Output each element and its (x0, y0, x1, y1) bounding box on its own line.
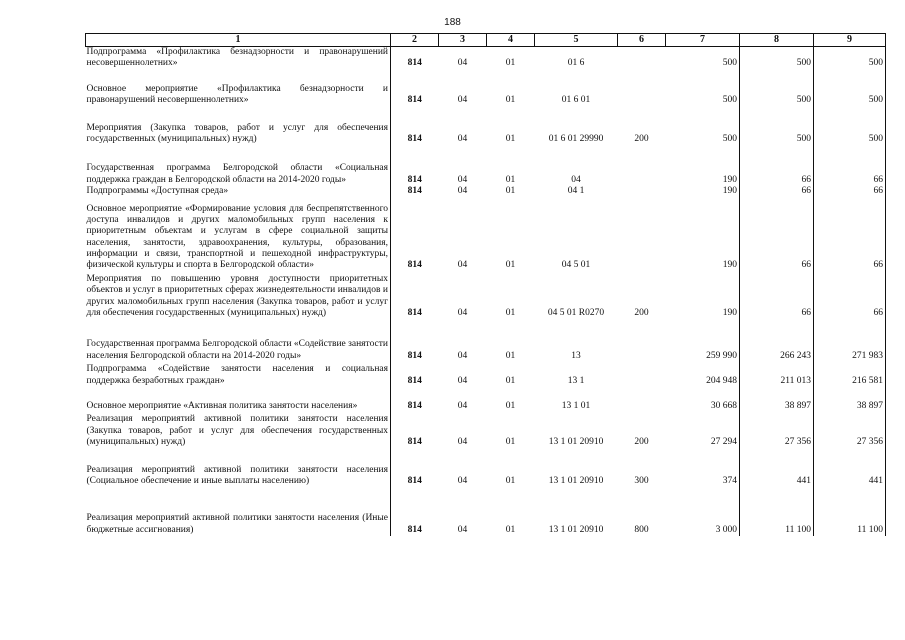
row-value-y3: 38 897 (814, 401, 886, 412)
header-cell: 7 (666, 34, 740, 47)
spacer-cell (814, 107, 886, 123)
spacer-cell (666, 487, 740, 513)
row-pr: 01 (505, 308, 516, 319)
spacer-cell (86, 107, 391, 123)
row-name: Мероприятия (Закупка товаров, работ и услуг для обеспечения государственных (муниципальных) нужд) (86, 123, 391, 146)
row-csr: 13 1 01 (561, 400, 591, 411)
spacer-cell (618, 145, 666, 163)
header-cell: 9 (814, 34, 886, 47)
spacer-cell (814, 449, 886, 465)
table-row (86, 47, 886, 70)
row-gr: 814 (407, 400, 422, 411)
table-row (86, 364, 886, 387)
row-csr: 04 5 01 (561, 260, 591, 271)
row-value-y3: 66 (814, 204, 886, 272)
row-value-y2: 500 (740, 47, 814, 70)
row-value-y2: 500 (740, 84, 814, 107)
row-csr: 13 1 01 20910 (548, 475, 604, 486)
row-rz: 04 (457, 400, 468, 411)
row-spacer (86, 449, 886, 465)
spacer-cell (535, 145, 618, 163)
row-rz: 04 (457, 58, 468, 69)
row-csr: 13 (571, 350, 581, 361)
spacer-cell (86, 487, 391, 513)
spacer-cell (740, 107, 814, 123)
row-vr (618, 339, 666, 362)
row-value-y1: 259 990 (666, 339, 740, 362)
row-spacer (86, 145, 886, 163)
spacer-cell (487, 107, 535, 123)
spacer-cell (391, 387, 439, 401)
row-value-y2: 500 (740, 123, 814, 146)
row-rz: 04 (457, 95, 468, 106)
row-pr: 01 (505, 260, 516, 271)
spacer-cell (535, 449, 618, 465)
spacer-cell (391, 319, 439, 339)
spacer-cell (666, 387, 740, 401)
row-value-y1: 204 948 (666, 364, 740, 387)
row-gr: 814 (407, 437, 422, 448)
row-value-y2: 66 (740, 163, 814, 186)
spacer-cell (439, 387, 487, 401)
row-value-y3: 500 (814, 47, 886, 70)
row-value-y2: 66 (740, 274, 814, 320)
row-value-y2: 66 (740, 186, 814, 197)
row-value-y2: 441 (740, 465, 814, 488)
row-csr: 04 1 (567, 186, 585, 197)
row-pr: 01 (505, 95, 516, 106)
spacer-cell (391, 145, 439, 163)
row-value-y3: 500 (814, 84, 886, 107)
row-csr: 04 (571, 174, 581, 185)
row-pr: 01 (505, 186, 516, 197)
table-row (86, 414, 886, 448)
spacer-cell (439, 145, 487, 163)
row-rz: 04 (457, 186, 468, 197)
row-name: Реализация мероприятий активной политики занятости населения (Иные бюджетные ассигнования) (86, 513, 391, 536)
row-pr: 01 (505, 437, 516, 448)
row-value-y1: 3 000 (666, 513, 740, 536)
row-name: Государственная программа Белгородской области «Социальная поддержка граждан в Белгородской области на 2014-2020 годы» (86, 163, 391, 186)
spacer-cell (86, 319, 391, 339)
row-vr: 200 (634, 308, 649, 319)
row-gr: 814 (407, 133, 422, 144)
row-spacer (86, 319, 886, 339)
table-row (86, 123, 886, 146)
spacer-cell (814, 319, 886, 339)
row-name: Основное мероприятие «Формирование условия для беспрепятственного доступа инвалидов и других маломобильных групп населения к приоритетным объектам и услугам в сфере социальной защиты населения, занятости, здравоохранения, культуры, образования, информации и связи, транспортной и пешеходной инфраструктуры, физической культуры и спорта в Белгородской области» (86, 204, 391, 272)
row-name: Реализация мероприятий активной политики занятости населения (Социальное обеспечение и иные выплаты населению) (86, 465, 391, 488)
spacer-cell (666, 70, 740, 84)
row-value-y1: 190 (666, 186, 740, 197)
row-pr: 01 (505, 174, 516, 185)
spacer-cell (814, 487, 886, 513)
budget-table (85, 33, 886, 536)
row-spacer (86, 387, 886, 401)
spacer-cell (535, 107, 618, 123)
spacer-cell (487, 387, 535, 401)
spacer-cell (618, 387, 666, 401)
row-csr: 01 6 (567, 58, 585, 69)
row-gr: 814 (407, 375, 422, 386)
spacer-cell (86, 449, 391, 465)
row-value-y2: 27 356 (740, 414, 814, 448)
spacer-cell (740, 319, 814, 339)
row-name: Подпрограммы «Доступная среда» (86, 186, 391, 197)
row-rz: 04 (457, 375, 468, 386)
row-name: Подпрограмма «Содействие занятости населения и социальная поддержка безработных граждан» (86, 364, 391, 387)
spacer-cell (666, 145, 740, 163)
table-row (86, 204, 886, 272)
row-gr: 814 (407, 186, 422, 197)
header-row (86, 34, 886, 47)
row-name: Основное мероприятие «Профилактика безнадзорности и правонарушений несовершеннолетних» (86, 84, 391, 107)
row-gr: 814 (407, 475, 422, 486)
table-row (86, 186, 886, 197)
spacer-cell (535, 387, 618, 401)
row-vr: 200 (634, 133, 649, 144)
row-csr: 13 1 01 20910 (548, 437, 604, 448)
spacer-cell (487, 487, 535, 513)
row-csr: 13 1 (567, 375, 585, 386)
row-value-y2: 211 013 (740, 364, 814, 387)
row-gr: 814 (407, 350, 422, 361)
header-cell: 3 (439, 34, 487, 47)
spacer-cell (666, 449, 740, 465)
row-name: Реализация мероприятий активной политики занятости населения (Закупка товаров, работ и услуг для обеспечения государственных (муниципальных) нужд) (86, 414, 391, 448)
spacer-cell (814, 387, 886, 401)
row-name: Государственная программа Белгородской области «Содействие занятости населения Белгородской области на 2014-2020 годы» (86, 339, 391, 362)
spacer-cell (86, 70, 391, 84)
row-value-y3: 11 100 (814, 513, 886, 536)
spacer-cell (487, 70, 535, 84)
row-value-y1: 27 294 (666, 414, 740, 448)
spacer-cell (618, 449, 666, 465)
row-vr (618, 204, 666, 272)
row-value-y3: 27 356 (814, 414, 886, 448)
spacer-cell (439, 70, 487, 84)
row-value-y3: 441 (814, 465, 886, 488)
row-rz: 04 (457, 524, 468, 535)
spacer-cell (535, 70, 618, 84)
row-gr: 814 (407, 524, 422, 535)
spacer-cell (740, 145, 814, 163)
row-csr: 13 1 01 20910 (548, 524, 604, 535)
row-value-y3: 66 (814, 163, 886, 186)
row-pr: 01 (505, 475, 516, 486)
row-pr: 01 (505, 400, 516, 411)
spacer-cell (391, 107, 439, 123)
row-value-y1: 190 (666, 274, 740, 320)
row-pr: 01 (505, 524, 516, 535)
row-pr: 01 (505, 58, 516, 69)
row-value-y3: 500 (814, 123, 886, 146)
row-gr: 814 (407, 95, 422, 106)
row-vr (618, 47, 666, 70)
row-value-y2: 66 (740, 204, 814, 272)
row-value-y1: 500 (666, 123, 740, 146)
row-csr: 01 6 01 (561, 95, 591, 106)
spacer-cell (740, 487, 814, 513)
spacer-cell (487, 145, 535, 163)
spacer-cell (439, 107, 487, 123)
row-rz: 04 (457, 174, 468, 185)
row-pr: 01 (505, 133, 516, 144)
row-name: Мероприятия по повышению уровня доступности приоритетных объектов и услуг в приоритетных сферах жизнедеятельности инвалидов и других маломобильных групп населения (Закупка товаров, работ и услуг для обеспечения государственных (муниципальных) нужд) (86, 274, 391, 320)
row-name: Основное мероприятие «Активная политика занятости населения» (86, 401, 391, 412)
row-csr: 04 5 01 R0270 (547, 308, 605, 319)
spacer-cell (666, 319, 740, 339)
row-vr (618, 84, 666, 107)
table-row (86, 274, 886, 320)
header-cell: 4 (487, 34, 535, 47)
spacer-cell (86, 145, 391, 163)
row-rz: 04 (457, 475, 468, 486)
spacer-cell (814, 70, 886, 84)
table-row (86, 513, 886, 536)
row-spacer (86, 107, 886, 123)
row-value-y1: 500 (666, 84, 740, 107)
header-cell: 6 (618, 34, 666, 47)
row-name: Подпрограмма «Профилактика безнадзорности и правонарушений несовершеннолетних» (86, 47, 391, 70)
row-value-y2: 266 243 (740, 339, 814, 362)
row-csr: 01 6 01 29990 (548, 133, 604, 144)
spacer-cell (535, 487, 618, 513)
row-rz: 04 (457, 260, 468, 271)
spacer-cell (391, 487, 439, 513)
row-value-y1: 190 (666, 204, 740, 272)
spacer-cell (391, 449, 439, 465)
row-rz: 04 (457, 133, 468, 144)
spacer-cell (618, 487, 666, 513)
spacer-cell (391, 70, 439, 84)
row-spacer (86, 70, 886, 84)
row-vr (618, 163, 666, 186)
spacer-cell (740, 70, 814, 84)
table-row (86, 465, 886, 488)
row-value-y3: 271 983 (814, 339, 886, 362)
row-rz: 04 (457, 308, 468, 319)
header-cell: 2 (391, 34, 439, 47)
row-vr (618, 364, 666, 387)
table-row (86, 401, 886, 412)
row-value-y2: 11 100 (740, 513, 814, 536)
spacer-cell (666, 107, 740, 123)
table-row (86, 339, 886, 362)
spacer-cell (86, 387, 391, 401)
row-vr: 300 (634, 475, 649, 486)
spacer-cell (487, 449, 535, 465)
row-gr: 814 (407, 58, 422, 69)
row-value-y3: 66 (814, 274, 886, 320)
row-value-y1: 500 (666, 47, 740, 70)
row-gr: 814 (407, 260, 422, 271)
table-row (86, 84, 886, 107)
spacer-cell (618, 319, 666, 339)
row-value-y1: 30 668 (666, 401, 740, 412)
row-value-y3: 66 (814, 186, 886, 197)
spacer-cell (535, 319, 618, 339)
spacer-cell (740, 387, 814, 401)
spacer-cell (487, 319, 535, 339)
row-pr: 01 (505, 375, 516, 386)
row-rz: 04 (457, 350, 468, 361)
row-rz: 04 (457, 437, 468, 448)
spacer-cell (439, 449, 487, 465)
header-cell: 1 (86, 34, 391, 47)
row-gr: 814 (407, 308, 422, 319)
table-body (86, 47, 886, 537)
spacer-cell (439, 487, 487, 513)
spacer-cell (814, 145, 886, 163)
row-vr (618, 401, 666, 412)
row-value-y1: 374 (666, 465, 740, 488)
header-cell: 5 (535, 34, 618, 47)
row-value-y3: 216 581 (814, 364, 886, 387)
row-gr: 814 (407, 174, 422, 185)
table-row (86, 163, 886, 186)
spacer-cell (618, 70, 666, 84)
row-pr: 01 (505, 350, 516, 361)
row-vr (618, 186, 666, 197)
spacer-cell (740, 449, 814, 465)
page-number: 188 (444, 17, 461, 28)
row-value-y1: 190 (666, 163, 740, 186)
row-vr: 200 (634, 437, 649, 448)
spacer-cell (439, 319, 487, 339)
row-spacer (86, 487, 886, 513)
row-value-y2: 38 897 (740, 401, 814, 412)
row-vr: 800 (634, 524, 649, 535)
header-cell: 8 (740, 34, 814, 47)
spacer-cell (618, 107, 666, 123)
